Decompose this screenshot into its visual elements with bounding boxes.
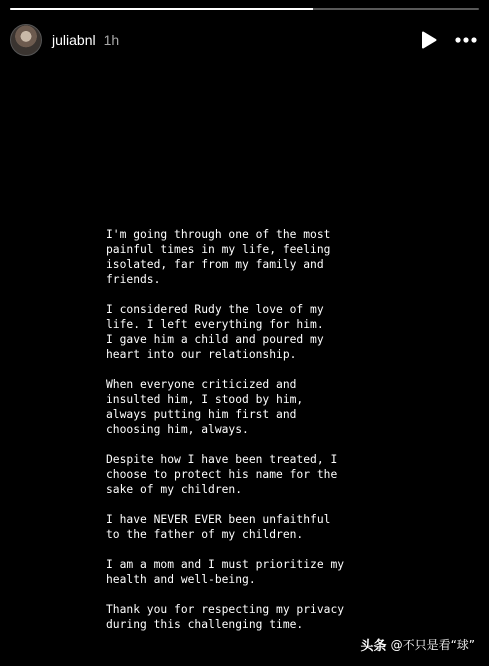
message-paragraph: I considered Rudy the love of my life. I left everything for him. I gave him a child and poured my heart into our relationship. <box>106 303 324 361</box>
message-paragraph: I am a mom and I must prioritize my health and well-being. <box>106 558 345 586</box>
avatar[interactable] <box>10 24 42 56</box>
message-paragraph: Thank you for respecting my privacy during this challenging time. <box>106 603 345 631</box>
play-icon[interactable] <box>417 28 441 52</box>
watermark-handle: @不只是看“球” <box>390 638 475 652</box>
more-icon[interactable] <box>453 28 479 52</box>
username[interactable]: juliabnl <box>52 32 96 48</box>
story-text <box>106 227 406 647</box>
watermark-brand: 头条 <box>360 639 387 654</box>
play-icon-glyph <box>421 31 437 49</box>
story-progress-bar <box>10 8 479 10</box>
message-paragraph: Despite how I have been treated, I choose to protect his name for the sake of my children. <box>106 453 338 496</box>
story-progress-fill <box>10 8 313 10</box>
more-icon-glyph <box>455 37 477 43</box>
message-paragraph: I'm going through one of the most painful times in my life, feeling isolated, far from my family and friends. <box>106 228 331 286</box>
message-paragraph: I have NEVER EVER been unfaithful to the father of my children. <box>106 513 331 541</box>
watermark <box>361 635 475 654</box>
post-time: 1h <box>103 32 120 48</box>
message-paragraph: When everyone criticized and insulted him, I stood by him, always putting him first and choosing him, always. <box>106 378 304 436</box>
story-header <box>10 24 479 56</box>
